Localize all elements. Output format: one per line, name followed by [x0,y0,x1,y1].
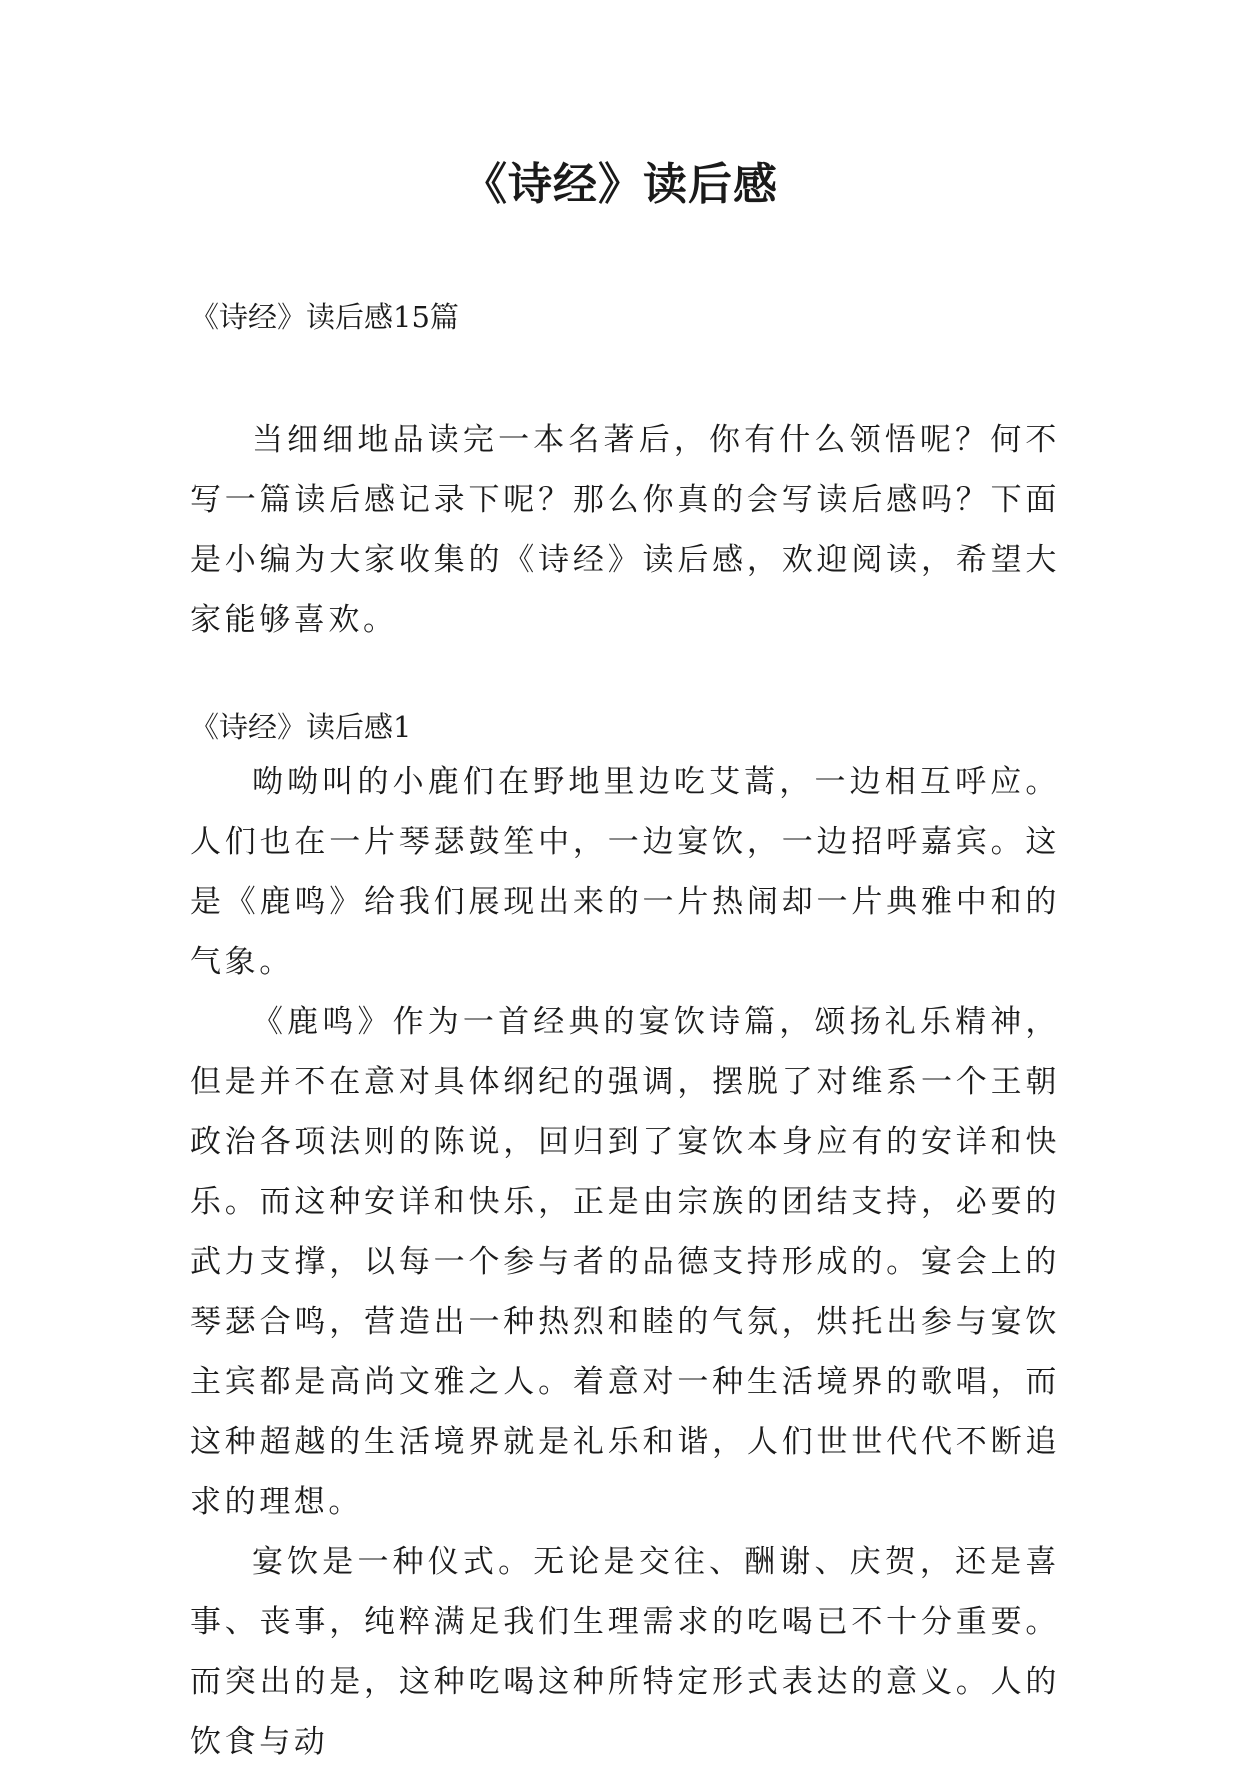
section-1-paragraph-2: 《鹿鸣》作为一首经典的宴饮诗篇，颂扬礼乐精神，但是并不在意对具体纲纪的强调，摆脱了对维系一个王朝政治各项法则的陈说，回归到了宴饮本身应有的安详和快乐。而这种安详和快乐，正是由宗族的团结支持，必要的武力支撑，以每一个参与者的品德支持形成的。宴会上的琴瑟合鸣，营造出一种热烈和睦的气氛，烘托出参与宴饮主宾都是高尚文雅之人。着意对一种生活境界的歌唱，而这种超越的生活境界就是礼乐和谐，人们世世代代不断追求的理想。 [190,1004,1060,1520]
section-1-paragraph-3: 宴饮是一种仪式。无论是交往、酬谢、庆贺，还是喜事、丧事，纯粹满足我们生理需求的吃喝已不十分重要。而突出的是，这种吃喝这种所特定形式表达的意义。人的饮食与动 [190,1544,1060,1760]
section-1-heading: 《诗经》读后感1 [190,710,412,744]
intro-paragraph: 当细细地品读完一本名著后，你有什么领悟呢？何不写一篇读后感记录下呢？那么你真的会写读后感吗？下面是小编为大家收集的《诗经》读后感，欢迎阅读，希望大家能够喜欢。 [190,422,1060,638]
intro-block [190,410,1060,650]
section-1-paragraph-1: 呦呦叫的小鹿们在野地里边吃艾蒿，一边相互呼应。人们也在一片琴瑟鼓笙中，一边宴饮，一边招呼嘉宾。这是《鹿鸣》给我们展现出来的一片热闹却一片典雅中和的气象。 [190,764,1060,980]
document-title: 《诗经》读后感 [463,159,778,210]
section-1-body [190,752,1060,1772]
document-subtitle: 《诗经》读后感15篇 [190,300,459,334]
